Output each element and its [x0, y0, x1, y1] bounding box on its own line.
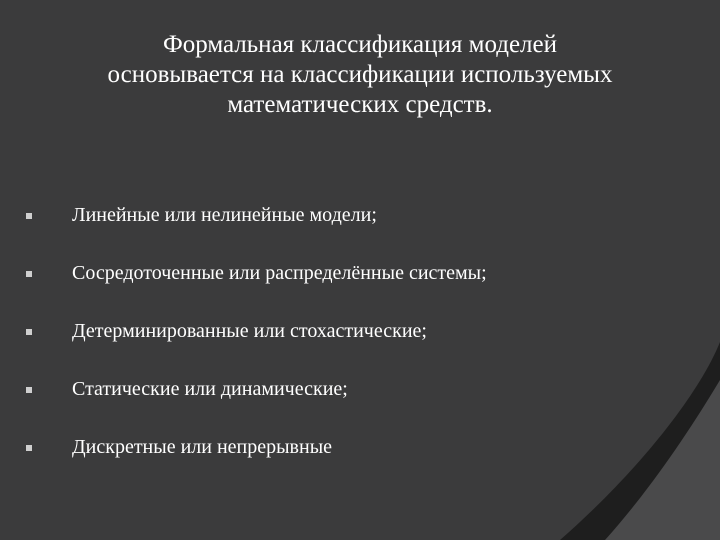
- list-item: [26, 316, 666, 374]
- list-item: [26, 374, 666, 432]
- title-line-3: математических средств.: [227, 91, 493, 118]
- square-bullet-icon: [26, 387, 32, 393]
- title-line-2: основывается на классификации используемых: [107, 61, 613, 88]
- bullet-list: [26, 200, 666, 490]
- square-bullet-icon: [26, 271, 32, 277]
- list-item-text: Статические или динамические;: [72, 378, 348, 400]
- list-item: [26, 258, 666, 316]
- list-item-text: Детерминированные или стохастические;: [72, 320, 427, 342]
- square-bullet-icon: [26, 329, 32, 335]
- square-bullet-icon: [26, 213, 32, 219]
- square-bullet-icon: [26, 445, 32, 451]
- slide-title: [40, 30, 680, 120]
- list-item-text: Линейные или нелинейные модели;: [72, 204, 377, 226]
- title-line-1: Формальная классификация моделей: [162, 31, 558, 58]
- list-item-text: Дискретные или непрерывные: [72, 436, 333, 458]
- list-item: [26, 432, 666, 490]
- list-item-text: Сосредоточенные или распределённые системы;: [72, 262, 487, 284]
- list-item: [26, 200, 666, 258]
